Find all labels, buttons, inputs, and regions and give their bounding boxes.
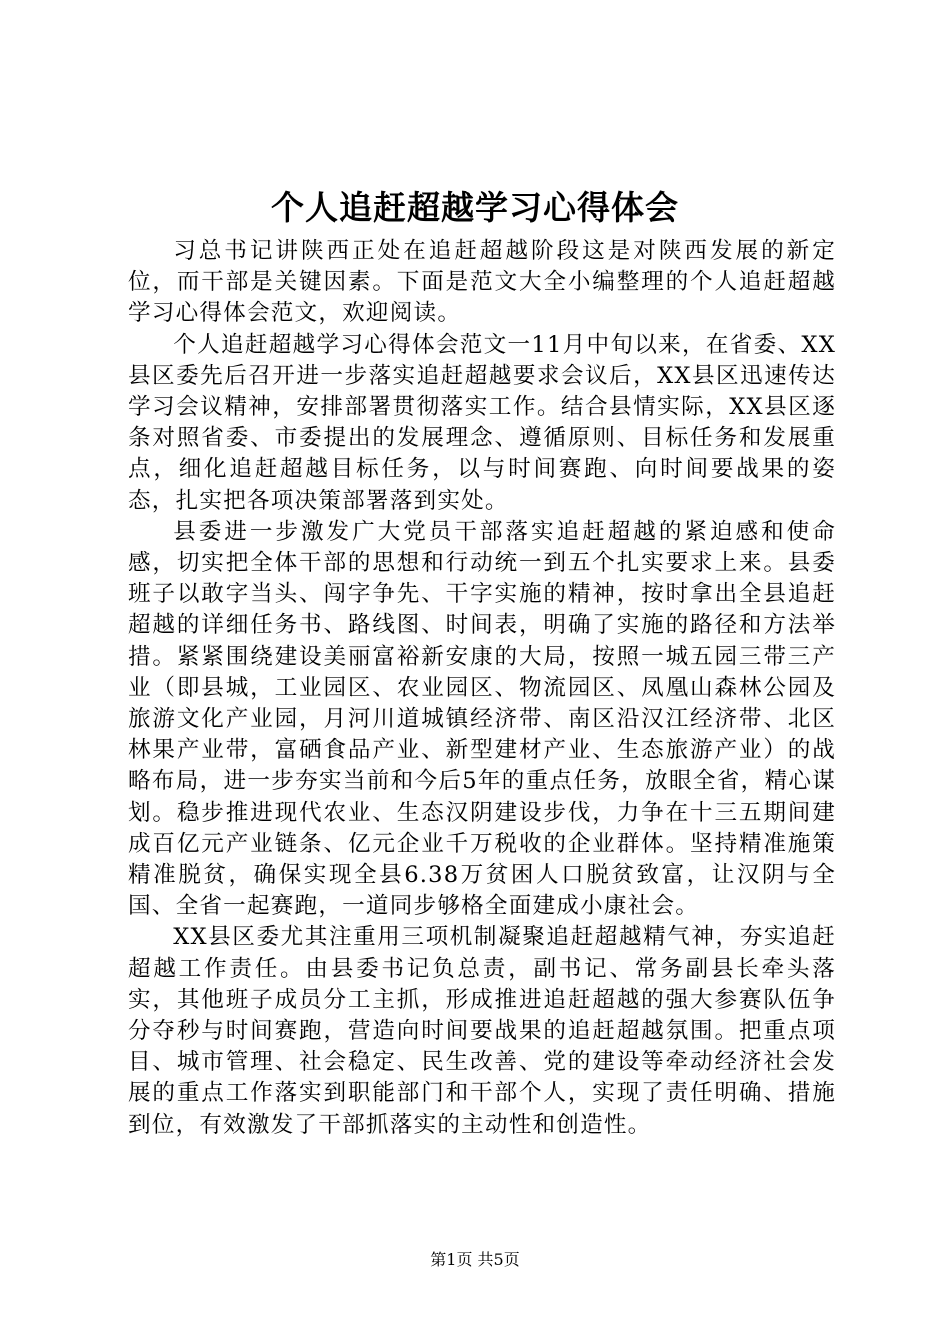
page-number-footer: 第1页 共5页	[430, 1250, 520, 1269]
document-body	[128, 236, 836, 1141]
document-title: 个人追赶超越学习心得体会	[271, 188, 679, 227]
paragraph-1: 个人追赶超越学习心得体会范文一11月中旬以来，在省委、XX县区委先后召开进一步落实追赶超越要求会议后，XX县区迅速传达学习会议精神，安排部署贯彻落实工作。结合县情实际，XX县区逐条对照省委、市委提出的发展理念、遵循原则、目标任务和发展重点，细化追赶超越目标任务，以与时间赛跑、向时间要战果的姿态，扎实把各项决策部署落到实处。	[128, 331, 837, 514]
paragraph-3: XX县区委尤其注重用三项机制凝聚追赶超越精气神，夯实追赶超越工作责任。由县委书记负总责，副书记、常务副县长牵头落实，其他班子成员分工主抓，形成推进追赶超越的强大参赛队伍争分夺秒与时间赛跑，营造向时间要战果的追赶超越氛围。把重点项目、城市管理、社会稳定、民生改善、党的建设等牵动经济社会发展的重点工作落实到职能部门和干部个人，实现了责任明确、措施到位，有效激发了干部抓落实的主动性和创造性。	[128, 924, 836, 1138]
paragraph-2: 县委进一步激发广大党员干部落实追赶超越的紧迫感和使命感，切实把全体干部的思想和行动统一到五个扎实要求上来。县委班子以敢字当头、闯字争先、干字实施的精神，按时拿出全县追赶超越的详细任务书、路线图、时间表，明确了实施的路径和方法举措。紧紧围绕建设美丽富裕新安康的大局，按照一城五园三带三产业（即县城，工业园区、农业园区、物流园区、凤凰山森林公园及旅游文化产业园，月河川道城镇经济带、南区沿汉江经济带、北区林果产业带，富硒食品产业、新型建材产业、生态旅游产业）的战略布局，进一步夯实当前和今后5年的重点任务，放眼全省，精心谋划。稳步推进现代农业、生态汉阴建设步伐，力争在十三五期间建成百亿元产业链条、亿元企业千万税收的企业群体。坚持精准施策精准脱贫，确保实现全县6.38万贫困人口脱贫致富，让汉阴与全国、全省一起赛跑，一道同步够格全面建成小康社会。	[128, 518, 836, 920]
paragraph-intro: 习总书记讲陕西正处在追赶超越阶段这是对陕西发展的新定位，而干部是关键因素。下面是范文大全小编整理的个人追赶超越学习心得体会范文，欢迎阅读。	[128, 238, 836, 327]
